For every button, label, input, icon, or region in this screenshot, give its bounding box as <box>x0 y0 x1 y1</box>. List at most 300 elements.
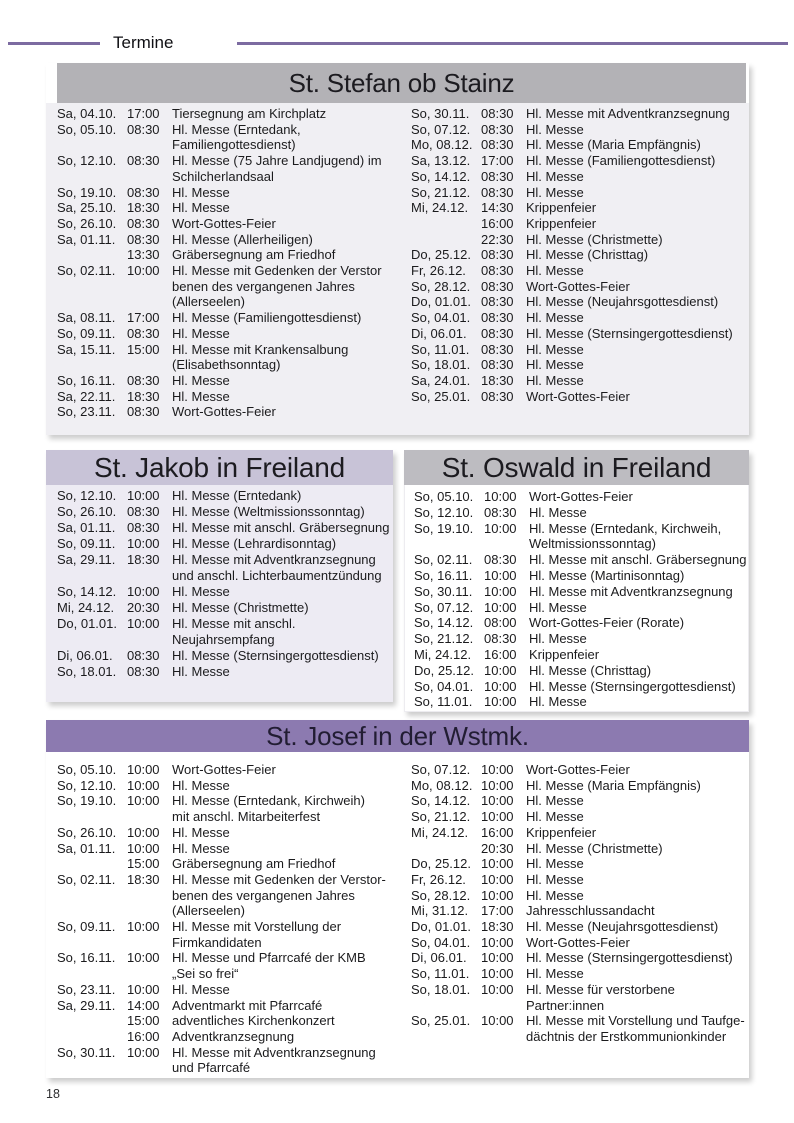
row-date <box>57 1060 127 1076</box>
schedule-row <box>57 632 405 648</box>
row-event: Hl. Messe <box>526 184 584 200</box>
schedule-row <box>57 153 405 169</box>
row-time: 15:00 <box>127 341 160 357</box>
row-event: Hl. Messe <box>526 856 584 872</box>
row-time <box>127 966 172 982</box>
row-event: Hl. Messe mit anschl. Gräbersegnung <box>529 552 747 568</box>
row-time: 17:00 <box>481 903 514 919</box>
schedule-row <box>57 1060 405 1076</box>
schedule-column <box>57 488 405 680</box>
row-event: Hl. Messe mit Gedenken der Verstor- <box>172 871 386 887</box>
row-time: 08:30 <box>127 504 160 519</box>
row-time: 08:00 <box>484 615 517 631</box>
row-date <box>57 935 127 951</box>
row-time <box>127 568 172 584</box>
section-st-josef <box>46 720 749 1078</box>
row-date: Mi, 24.12. <box>411 200 469 216</box>
row-event: Hl. Messe (Maria Empfängnis) <box>526 777 701 793</box>
schedule-row <box>57 903 405 919</box>
row-event: Hl. Messe <box>172 777 230 793</box>
row-time: 16:00 <box>481 215 514 231</box>
row-time: 10:00 <box>484 694 517 710</box>
row-date: So, 28.12. <box>411 887 471 903</box>
row-time: 08:30 <box>481 168 514 184</box>
schedule-row <box>57 373 405 389</box>
row-time: 10:00 <box>127 616 160 631</box>
row-time <box>127 169 172 185</box>
row-time: 13:30 <box>127 247 160 263</box>
schedule-row <box>411 950 741 966</box>
row-date: So, 11.01. <box>414 694 473 710</box>
row-event: Wort-Gottes-Feier <box>526 278 630 294</box>
schedule-row <box>411 856 741 872</box>
schedule-row <box>57 1045 405 1061</box>
row-event: Schilcherlandsaal <box>172 168 274 184</box>
row-event: Wort-Gottes-Feier (Rorate) <box>529 615 685 631</box>
schedule-row <box>57 1013 405 1029</box>
row-date: So, 02.11. <box>57 871 116 887</box>
schedule-row <box>411 1029 741 1045</box>
row-time: 18:30 <box>127 200 160 216</box>
row-time: 18:30 <box>481 372 514 388</box>
row-date: Sa, 24.01. <box>411 372 471 388</box>
row-event: Wort-Gottes-Feier <box>526 388 630 404</box>
row-date: So, 07.12. <box>411 121 471 137</box>
schedule-row <box>411 1013 745 1029</box>
schedule-column-right <box>411 762 745 1078</box>
row-event: Hl. Messe <box>172 840 230 856</box>
row-date <box>414 536 484 552</box>
row-event: Hl. Messe (Sternsingergottesdienst) <box>526 950 733 966</box>
row-date: So, 21.12. <box>411 809 471 825</box>
schedule-row <box>411 919 741 935</box>
row-time: 10:00 <box>127 777 160 793</box>
row-time: 08:30 <box>127 664 160 679</box>
row-time <box>127 1060 172 1076</box>
row-time: 08:30 <box>127 404 160 420</box>
row-date: Di, 06.01. <box>57 648 113 663</box>
schedule-row <box>411 310 741 326</box>
row-event: Hl. Messe <box>526 121 584 137</box>
page-number: 18 <box>46 1087 60 1101</box>
row-date: Do, 01.01. <box>411 919 471 935</box>
schedule-row <box>411 998 741 1014</box>
row-date: So, 05.10. <box>57 762 117 777</box>
row-date: Do, 25.12. <box>411 856 471 872</box>
schedule-row <box>414 647 762 663</box>
row-time: 17:00 <box>481 153 514 169</box>
row-event: Hl. Messe mit Adventkranzsegnung <box>172 1044 376 1060</box>
row-date <box>411 841 481 857</box>
schedule-row <box>57 389 405 405</box>
schedule-row <box>414 615 762 631</box>
row-date: Mi, 24.12. <box>411 824 469 840</box>
row-event: mit anschl. Mitarbeiterfest <box>172 809 321 825</box>
row-date <box>57 357 127 373</box>
row-time: 15:00 <box>127 1013 160 1029</box>
row-time: 08:30 <box>481 325 514 341</box>
row-date: So, 16.11. <box>57 372 116 388</box>
row-date <box>411 998 481 1014</box>
schedule-row <box>57 872 405 888</box>
row-event: Hl. Messe (Neujahrsgottesdienst) <box>526 294 719 310</box>
row-event: Hl. Messe <box>526 887 584 903</box>
row-date <box>411 232 481 248</box>
row-date <box>57 888 127 904</box>
schedule-row <box>57 648 405 664</box>
row-event: Hl. Messe (75 Jahre Landjugend) im <box>172 153 382 169</box>
section-title-st-jakob: St. Jakob in Freiland <box>46 450 393 485</box>
row-date: So, 25.01. <box>411 388 471 404</box>
row-event: Hl. Messe (Sternsingergottesdienst) <box>529 678 736 694</box>
row-date: So, 14.12. <box>411 793 471 809</box>
row-date: Mi, 24.12. <box>57 600 115 615</box>
row-date: Fr, 26.12. <box>411 263 466 279</box>
row-event: Hl. Messe mit anschl. <box>172 616 296 631</box>
row-event: Hl. Messe (Martinisonntag) <box>529 567 685 583</box>
row-time <box>127 357 172 373</box>
schedule-row <box>411 935 741 951</box>
row-date: So, 26.10. <box>57 504 117 519</box>
row-event: Hl. Messe <box>526 168 584 184</box>
schedule-row <box>411 200 741 216</box>
row-date: So, 14.12. <box>411 168 471 184</box>
schedule-row <box>57 404 405 420</box>
section-st-oswald <box>404 450 749 712</box>
schedule-row <box>57 137 405 153</box>
row-time: 08:30 <box>481 247 514 263</box>
row-event: dächtnis der Erstkommunionkinder <box>526 1028 727 1044</box>
row-time: 10:00 <box>484 520 517 536</box>
row-date <box>57 169 127 185</box>
schedule-row <box>57 919 405 935</box>
row-date: So, 05.10. <box>414 489 474 504</box>
row-time: 10:00 <box>481 934 514 950</box>
row-time: 10:00 <box>481 966 514 982</box>
row-time: 10:00 <box>484 567 517 583</box>
schedule-row <box>411 357 741 373</box>
schedule-row <box>57 935 405 951</box>
row-date: So, 30.11. <box>414 583 473 599</box>
row-date: So, 02.11. <box>57 263 116 279</box>
row-date: Do, 25.12. <box>411 247 471 263</box>
schedule-row <box>414 521 762 537</box>
schedule-row <box>57 279 405 295</box>
schedule-row <box>411 122 741 138</box>
row-time: 08:30 <box>127 372 160 388</box>
row-event: und Pfarrcafé <box>172 1060 251 1076</box>
row-event: Hl. Messe <box>172 664 230 679</box>
row-event: Hl. Messe <box>172 184 230 200</box>
row-event: Hl. Messe mit Adventkranzsegnung <box>172 552 376 567</box>
row-event: Hl. Messe (Christtag) <box>529 662 652 678</box>
row-date <box>57 279 127 295</box>
row-date: So, 14.12. <box>414 615 474 631</box>
row-time: 10:00 <box>127 793 160 809</box>
schedule-row <box>57 584 405 600</box>
row-time: 10:00 <box>481 981 514 997</box>
row-time: 08:30 <box>481 263 514 279</box>
row-event: Hl. Messe <box>526 357 584 373</box>
schedule-row <box>411 809 741 825</box>
row-time: 16:00 <box>127 1028 160 1044</box>
row-event: Gräbersegnung am Friedhof <box>172 856 336 872</box>
row-time: 10:00 <box>127 919 160 935</box>
row-date: So, 21.12. <box>411 184 471 200</box>
row-date <box>57 856 127 872</box>
row-date: So, 09.11. <box>57 325 116 341</box>
row-event: Hl. Messe <box>529 599 587 615</box>
row-date: Sa, 22.11. <box>57 388 116 404</box>
row-time: 10:00 <box>481 762 514 777</box>
schedule-row <box>57 762 405 778</box>
row-date: So, 12.10. <box>414 504 474 520</box>
row-date: So, 11.01. <box>411 341 470 357</box>
row-event: (Allerseelen) <box>172 294 245 310</box>
row-time: 08:30 <box>127 121 160 137</box>
row-time <box>127 137 172 153</box>
schedule-row <box>57 552 405 568</box>
row-event: Wort-Gottes-Feier <box>172 215 276 231</box>
row-time: 08:30 <box>481 137 514 153</box>
row-event: benen des vergangenen Jahres <box>172 278 355 294</box>
section-body-st-jakob <box>46 485 393 702</box>
row-date <box>57 137 127 153</box>
row-date <box>57 632 127 648</box>
schedule-row <box>57 263 405 279</box>
schedule-row <box>411 888 741 904</box>
row-date: Sa, 15.11. <box>57 341 116 357</box>
row-time: 08:30 <box>127 184 160 200</box>
section-body-st-oswald <box>404 485 749 712</box>
row-date: Sa, 08.11. <box>57 310 116 326</box>
schedule-row <box>57 841 405 857</box>
row-event: Krippenfeier <box>526 824 597 840</box>
row-event: Wort-Gottes-Feier <box>529 489 633 504</box>
schedule-row <box>57 342 405 358</box>
row-time: 22:30 <box>481 231 514 247</box>
schedule-row <box>57 793 405 809</box>
row-time: 18:30 <box>127 552 160 567</box>
schedule-row <box>411 216 741 232</box>
schedule-row <box>414 694 762 710</box>
section-body-st-josef <box>46 752 749 1078</box>
row-event: Hl. Messe <box>526 793 584 809</box>
row-event: Hl. Messe (Allerheiligen) <box>172 231 313 247</box>
schedule-row <box>411 294 741 310</box>
row-time: 08:30 <box>127 648 160 663</box>
row-time: 08:30 <box>481 278 514 294</box>
row-event: Gräbersegnung am Friedhof <box>172 247 336 263</box>
row-time: 10:00 <box>481 793 514 809</box>
schedule-row <box>57 856 405 872</box>
schedule-row <box>57 536 405 552</box>
schedule-row <box>57 247 405 263</box>
row-date <box>57 809 127 825</box>
section-title-st-oswald: St. Oswald in Freiland <box>404 450 749 485</box>
row-time: 14:00 <box>127 997 160 1013</box>
schedule-row <box>411 106 741 122</box>
row-time: 10:00 <box>127 1044 160 1060</box>
row-time: 08:30 <box>127 520 160 535</box>
row-event: Hl. Messe <box>526 341 584 357</box>
row-event: Hl. Messe <box>172 388 230 404</box>
row-time <box>484 536 529 552</box>
row-event: Hl. Messe <box>172 824 230 840</box>
row-time: 10:00 <box>127 584 160 599</box>
row-time: 10:00 <box>484 678 517 694</box>
row-time: 10:00 <box>127 824 160 840</box>
row-event: Weltmissionssonntag) <box>529 536 656 552</box>
row-event: Neujahrsempfang <box>172 632 275 647</box>
row-time: 08:30 <box>481 121 514 137</box>
row-time: 08:30 <box>484 631 517 647</box>
row-event: Hl. Messe für verstorbene <box>526 981 675 997</box>
row-date: Mo, 08.12. <box>411 137 473 153</box>
row-event: Wort-Gottes-Feier <box>526 762 630 777</box>
row-date <box>411 1029 481 1045</box>
schedule-row <box>411 825 741 841</box>
schedule-row <box>414 489 762 505</box>
row-date: So, 12.10. <box>57 777 117 793</box>
row-event: (Elisabethsonntag) <box>172 357 281 373</box>
row-event: Hl. Messe <box>526 966 584 982</box>
row-time: 10:00 <box>127 263 160 279</box>
schedule-row <box>57 185 405 201</box>
row-date: So, 12.10. <box>57 488 117 503</box>
schedule-row <box>57 1029 405 1045</box>
row-date <box>57 568 127 584</box>
section-title-st-josef: St. Josef in der Wstmk. <box>46 720 749 752</box>
row-event: Hl. Messe (Weltmissionssonntag) <box>172 504 365 519</box>
row-event: Wort-Gottes-Feier <box>172 762 276 777</box>
row-time: 18:30 <box>127 388 160 404</box>
schedule-row <box>411 247 741 263</box>
row-time: 08:30 <box>481 357 514 373</box>
row-date <box>57 247 127 263</box>
row-event: Hl. Messe (Christtag) <box>526 247 649 263</box>
row-date: So, 09.11. <box>57 919 116 935</box>
row-event: Hl. Messe (Familiengottesdienst) <box>526 153 716 169</box>
row-event: Hl. Messe mit Vorstellung der <box>172 919 342 935</box>
row-time: 10:00 <box>481 809 514 825</box>
row-event: Hl. Messe <box>172 372 230 388</box>
schedule-row <box>411 137 741 153</box>
schedule-row <box>57 294 405 310</box>
row-time: 08:30 <box>481 388 514 404</box>
schedule-row <box>411 153 741 169</box>
row-event: Adventkranzsegnung <box>172 1028 295 1044</box>
schedule-row <box>57 616 405 632</box>
page-eyebrow: Termine <box>113 33 174 52</box>
schedule-row <box>57 966 405 982</box>
row-time: 15:00 <box>127 856 160 872</box>
schedule-column <box>414 489 762 710</box>
row-time: 10:00 <box>481 871 514 887</box>
schedule-row <box>411 263 741 279</box>
schedule-row <box>414 600 762 616</box>
row-date: So, 23.11. <box>57 981 116 997</box>
row-date: Sa, 01.11. <box>57 231 116 247</box>
row-event: Hl. Messe <box>172 325 230 341</box>
schedule-row <box>411 841 741 857</box>
schedule-row <box>414 536 762 552</box>
row-date: Mi, 31.12. <box>411 903 469 919</box>
row-time: 10:00 <box>484 489 517 504</box>
schedule-row <box>414 568 762 584</box>
row-event: (Allerseelen) <box>172 903 245 919</box>
row-date: Di, 06.01. <box>411 325 467 341</box>
schedule-row <box>414 631 762 647</box>
schedule-row <box>57 122 405 138</box>
row-event: Hl. Messe (Christmette) <box>526 840 663 856</box>
schedule-row <box>411 342 741 358</box>
row-date: So, 11.01. <box>411 966 470 982</box>
schedule-row <box>57 326 405 342</box>
row-event: Hl. Messe <box>172 981 230 997</box>
row-date: Sa, 25.10. <box>57 200 117 216</box>
schedule-row <box>57 488 405 504</box>
row-event: Hl. Messe (Christmette) <box>526 231 663 247</box>
schedule-row <box>57 232 405 248</box>
row-date: So, 05.10. <box>57 121 117 137</box>
row-time: 08:30 <box>127 231 160 247</box>
schedule-row <box>411 762 741 778</box>
row-date <box>57 903 127 919</box>
row-date: Do, 25.12. <box>414 662 474 678</box>
row-event: Hl. Messe <box>172 584 230 599</box>
schedule-row <box>414 552 762 568</box>
row-time <box>127 632 172 648</box>
row-date: So, 02.11. <box>414 552 473 568</box>
row-date <box>57 294 127 310</box>
schedule-row <box>57 888 405 904</box>
row-time: 18:30 <box>127 871 160 887</box>
schedule-row <box>411 389 741 405</box>
section-body-st-stefan <box>46 103 749 435</box>
schedule-row <box>57 809 405 825</box>
schedule-row <box>57 825 405 841</box>
schedule-row <box>57 106 405 122</box>
row-date: Do, 01.01. <box>57 616 117 631</box>
row-event: Hl. Messe <box>172 200 230 216</box>
schedule-row <box>414 505 762 521</box>
schedule-row <box>57 998 405 1014</box>
row-time: 08:30 <box>481 184 514 200</box>
row-time: 17:00 <box>127 106 160 121</box>
row-event: Hl. Messe (Neujahrsgottesdienst) <box>526 919 719 935</box>
row-event: Familiengottesdienst) <box>172 137 296 153</box>
row-event: Hl. Messe (Christmette) <box>172 600 309 615</box>
row-date <box>411 216 481 232</box>
row-time <box>127 809 172 825</box>
row-time: 10:00 <box>481 1013 514 1029</box>
row-event: Hl. Messe (Erntedank, <box>172 121 301 137</box>
schedule-row <box>411 966 741 982</box>
schedule-row <box>57 216 405 232</box>
row-event: Hl. Messe (Erntedank, Kirchweih) <box>172 793 365 809</box>
row-date: So, 19.10. <box>57 793 117 809</box>
row-date: Sa, 29.11. <box>57 552 116 567</box>
schedule-row <box>414 584 762 600</box>
row-time: 08:30 <box>481 294 514 310</box>
row-date: So, 04.01. <box>414 678 474 694</box>
row-date: Sa, 13.12. <box>411 153 471 169</box>
row-event: Hl. Messe <box>526 310 584 326</box>
schedule-row <box>57 950 405 966</box>
row-event: Hl. Messe und Pfarrcafé der KMB <box>172 950 366 966</box>
row-event: Hl. Messe (Sternsingergottesdienst) <box>526 325 733 341</box>
